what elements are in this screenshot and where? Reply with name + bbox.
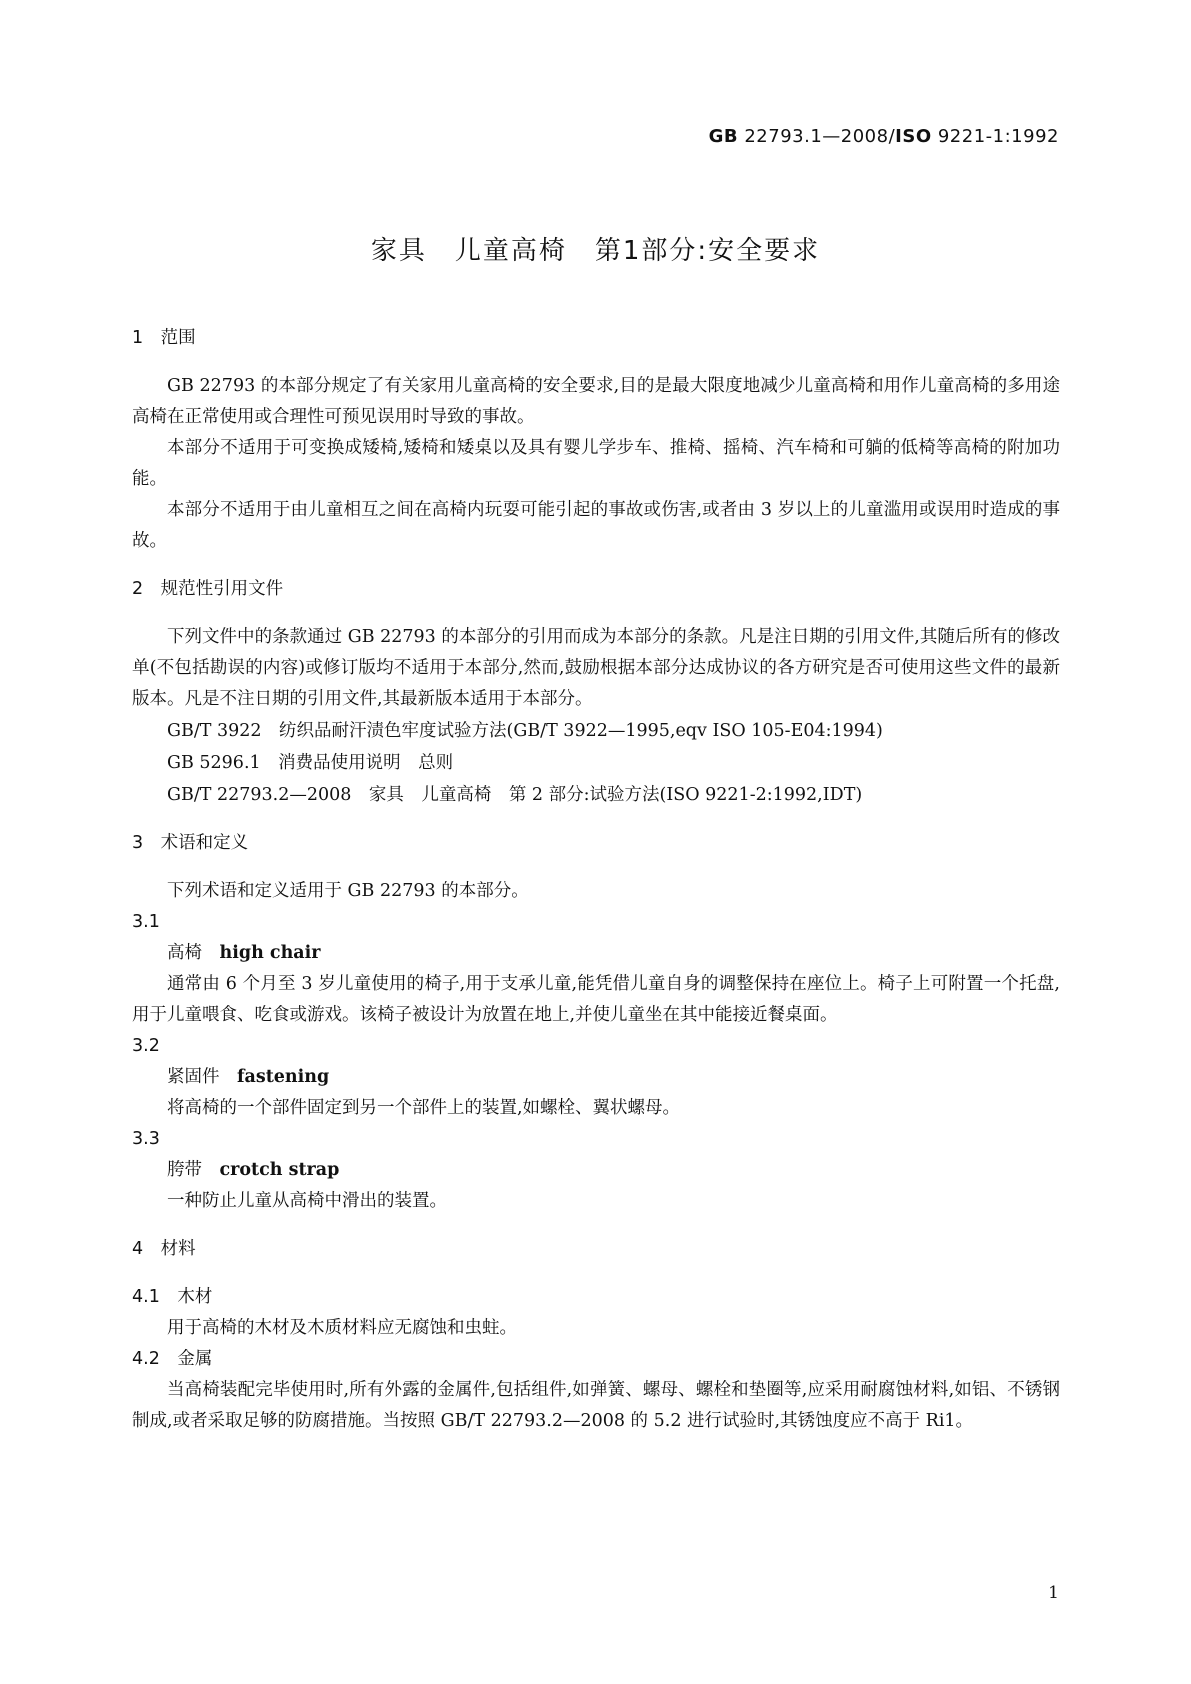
term-number: 3.1 [132,912,160,932]
paragraph: 当高椅装配完毕使用时,所有外露的金属件,包括组件,如弹簧、螺母、螺栓和垫圈等,应采用耐腐蚀材料,如铝、不锈钢制成,或者采取足够的防腐措施。当按照 GB/T 22793.2—2008 的 5.2 进行试验时,其锈蚀度应不高于 Ri1。 [132,1380,1060,1431]
term-en: fastening [237,1067,330,1087]
document-title: 家具 儿童高椅 第1部分:安全要求 [370,236,821,266]
term-en: crotch strap [219,1160,340,1180]
paragraph: 本部分不适用于由儿童相互之间在高椅内玩耍可能引起的事故或伤害,或者由 3 岁以上的儿童滥用或误用时造成的事故。 [132,500,1060,551]
section-2-heading: 2 规范性引用文件 [132,579,284,599]
term-title [132,1155,1060,1186]
reference-item: GB/T 22793.2—2008 家具 儿童高椅 第 2 部分:试验方法(ISO 9221-2:1992,IDT) [167,785,863,805]
term-title [132,938,1060,969]
section-4-heading: 4 材料 [132,1239,196,1259]
term-definition: 将高椅的一个部件固定到另一个部件上的装置,如螺栓、翼状螺母。 [167,1098,681,1118]
iso-number: 9221-1:1992 [937,126,1059,147]
term-en: high chair [219,943,321,963]
reference-item: GB 5296.1 消费品使用说明 总则 [167,753,454,773]
term-zh: 紧固件 [167,1067,220,1087]
term-definition: 一种防止儿童从高椅中滑出的装置。 [167,1191,447,1211]
section-3-heading: 3 术语和定义 [132,833,249,853]
term-title [132,1062,1060,1093]
term-definition: 通常由 6 个月至 3 岁儿童使用的椅子,用于支承儿童,能凭借儿童自身的调整保持在座位上。椅子上可附置一个托盘,用于儿童喂食、吃食或游戏。该椅子被设计为放置在地上,并使儿童坐在其中能接近餐桌面。 [132,974,1060,1025]
document-body [132,323,1060,1437]
subsection-heading: 4.1 木材 [132,1287,213,1307]
term-zh: 高椅 [167,943,202,963]
paragraph: 本部分不适用于可变换成矮椅,矮椅和矮桌以及具有婴儿学步车、推椅、摇椅、汽车椅和可躺的低椅等高椅的附加功能。 [132,438,1060,489]
paragraph: 下列术语和定义适用于 GB 22793 的本部分。 [167,881,529,901]
term-number: 3.3 [132,1129,160,1149]
section-1-heading: 1 范围 [132,328,196,348]
paragraph: 用于高椅的木材及木质材料应无腐蚀和虫蛀。 [167,1318,517,1338]
std-prefix: GB [708,126,739,147]
standard-code [709,126,1059,147]
term-number: 3.2 [132,1036,160,1056]
page-number: 1 [1048,1583,1059,1603]
iso-prefix: ISO [895,126,932,147]
paragraph: GB 22793 的本部分规定了有关家用儿童高椅的安全要求,目的是最大限度地减少儿童高椅和用作儿童高椅的多用途高椅在正常使用或合理性可预见误用时导致的事故。 [132,376,1060,427]
subsection-heading: 4.2 金属 [132,1349,213,1369]
term-zh: 胯带 [167,1160,202,1180]
std-number: 22793.1—2008/ [744,126,896,147]
paragraph: 下列文件中的条款通过 GB 22793 的本部分的引用而成为本部分的条款。凡是注日期的引用文件,其随后所有的修改单(不包括勘误的内容)或修订版均不适用于本部分,然而,鼓励根据本部分达成协议的各方研究是否可使用这些文件的最新版本。凡是不注日期的引用文件,其最新版本适用于本部分。 [132,627,1060,709]
reference-item: GB/T 3922 纺织品耐汗渍色牢度试验方法(GB/T 3922—1995,eqv ISO 105-E04:1994) [167,721,883,741]
